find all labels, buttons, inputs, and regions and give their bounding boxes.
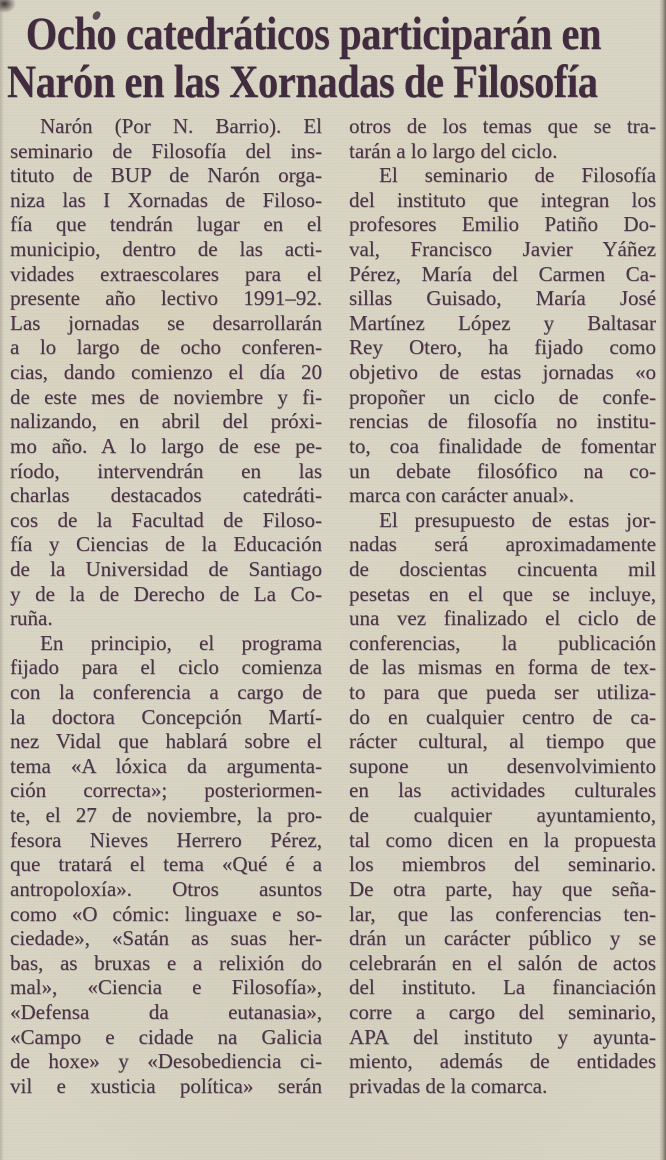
article-line: De otra parte, hay que seña- [349,876,656,901]
article-line: vidades extraescolares para el [10,261,322,286]
article-line: de hoxe» y «Desobediencia ci- [10,1049,322,1074]
article-line: tema «A lóxica da argumenta- [10,753,322,778]
article-line: sillas Guisado, María José [349,286,656,311]
article-line: los miembros del seminario. [349,852,656,877]
article-line: Martínez López y Baltasar [349,310,656,335]
article-line: tarán a lo largo del ciclo. [349,138,558,163]
article-line: do en cualquier centro de ca- [349,704,656,729]
article-line: En principio, el programa [40,630,322,655]
article-line: nadas será aproximadamente [349,532,656,557]
article-line: objetivo de estas jornadas «o [349,360,656,385]
article-line: fesora Nieves Herrero Pérez, [10,827,322,852]
article-line: a lo largo de ocho conferen- [10,335,322,360]
article-line: to para que pueda ser utiliza- [349,680,656,705]
article-line: val, Francisco Javier Yáñez [349,237,656,262]
article-line: te, el 27 de noviembre, la pro- [10,803,322,828]
article-line: lar, que las conferencias ten- [349,901,656,926]
article-line: charlas destacados catedráti- [10,483,322,508]
article-line: Rey Otero, ha fijado como [349,335,656,360]
article-line: rácter cultural, al tiempo que [349,729,656,754]
article-line: drán un carácter público y se [349,926,656,951]
article-headline [0,0,666,106]
article-line: ciedade», «Satán as suas her- [10,926,322,951]
article-line: profesores Emilio Patiño Do- [349,212,656,237]
article-line: antropoloxía». Otros asuntos [10,876,322,901]
article-line: seminario de Filosofía del ins- [10,138,322,163]
article-line: la doctora Concepción Martí- [10,704,322,729]
article-line: niza las I Xornadas de Filoso- [10,187,322,212]
article-line: en las actividades culturales [349,778,656,803]
article-line: nez Vidal que hablará sobre el [10,729,322,754]
article-line: de las mismas en forma de tex- [349,655,656,680]
article-line: de doscientas cincuenta mil [349,556,656,581]
article-line: de este mes de noviembre y fi- [10,384,322,409]
article-line: tituto de BUP de Narón orga- [10,163,322,188]
scan-edge-left [0,0,4,1160]
article-line: mal», «Ciencia e Filosofía», [10,975,322,1000]
article-line: como «O cómic: linguaxe e so- [10,901,322,926]
article-line: «Defensa da eutanasia», [10,999,322,1024]
article-line: propoñer un ciclo de confe- [349,384,656,409]
headline-line-1: Ocho catedráticos participarán en [25,8,601,60]
article-line: El seminario de Filosofía [379,163,656,188]
article-line: tal como dicen en la propuesta [349,827,656,852]
article-line: fijado para el ciclo comienza [10,655,322,680]
article-line: Las jornadas se desarrollarán [10,310,322,335]
article-line: miento, además de entidades [349,1049,656,1074]
article-line: nalizando, en abril del próxi- [10,409,322,434]
article-line: del instituto que integran los [349,187,656,212]
article-line: del instituto. La financiación [349,975,656,1000]
article-line: to, coa finalidade de fomentar [349,433,656,458]
article-line: marca con carácter anual». [349,483,575,508]
article-column-left [10,114,322,1098]
article-column-right [349,114,656,1098]
article-line: supone un desenvolvimiento [349,753,656,778]
article-line: APA del instituto y ayunta- [349,1024,656,1049]
article-line: otros de los temas que se tra- [349,114,656,138]
article-line: cos de la Facultad de Filoso- [10,507,322,532]
article-line: de la Universidad de Santiago [10,556,322,581]
article-line: corre a cargo del seminario, [349,999,656,1024]
article-line: mo año. A lo largo de ese pe- [10,433,322,458]
article-line: y de la de Derecho de La Co- [10,581,322,606]
article-line: fía y Ciencias de la Educación [10,532,322,557]
article-line: una vez finalizado el ciclo de [349,606,656,631]
article-line: que tratará el tema «Qué é a [10,852,322,877]
article-line: de cualquier ayuntamiento, [349,803,656,828]
article-line: ríodo, intervendrán en las [10,458,322,483]
article-line: presente año lectivo 1991–92. [10,286,322,311]
article-line: vil e xusticia política» serán [10,1073,322,1098]
article-line: fía que tendrán lugar en el [10,212,322,237]
article-line: Narón (Por N. Barrio). El [40,114,322,138]
article-line: privadas de la comarca. [349,1073,548,1098]
scan-edge-right [659,0,666,1160]
article-line: ruña. [10,606,53,631]
article-line: rencias de filosofía no institu- [349,409,656,434]
article-line: bas, as bruxas e a relixión do [10,950,322,975]
article-line: Pérez, María del Carmen Ca- [349,261,656,286]
article-line: un debate filosófico na co- [349,458,656,483]
article-line: municipio, dentro de las acti- [10,237,322,262]
article-line: con la conferencia a cargo de [10,680,322,705]
article-line: celebrarán en el salón de actos [349,950,656,975]
article-line: pesetas en el que se incluye, [349,581,656,606]
headline-line-2: Narón en las Xornadas de Filosofía [6,56,598,108]
article-line: cias, dando comienzo el día 20 [10,360,322,385]
article-line: conferencias, la publicación [349,630,656,655]
article-line: El presupuesto de estas jor- [379,507,656,532]
article-line: ción correcta»; posteriormen- [10,778,322,803]
article-line: «Campo e cidade na Galicia [10,1024,322,1049]
